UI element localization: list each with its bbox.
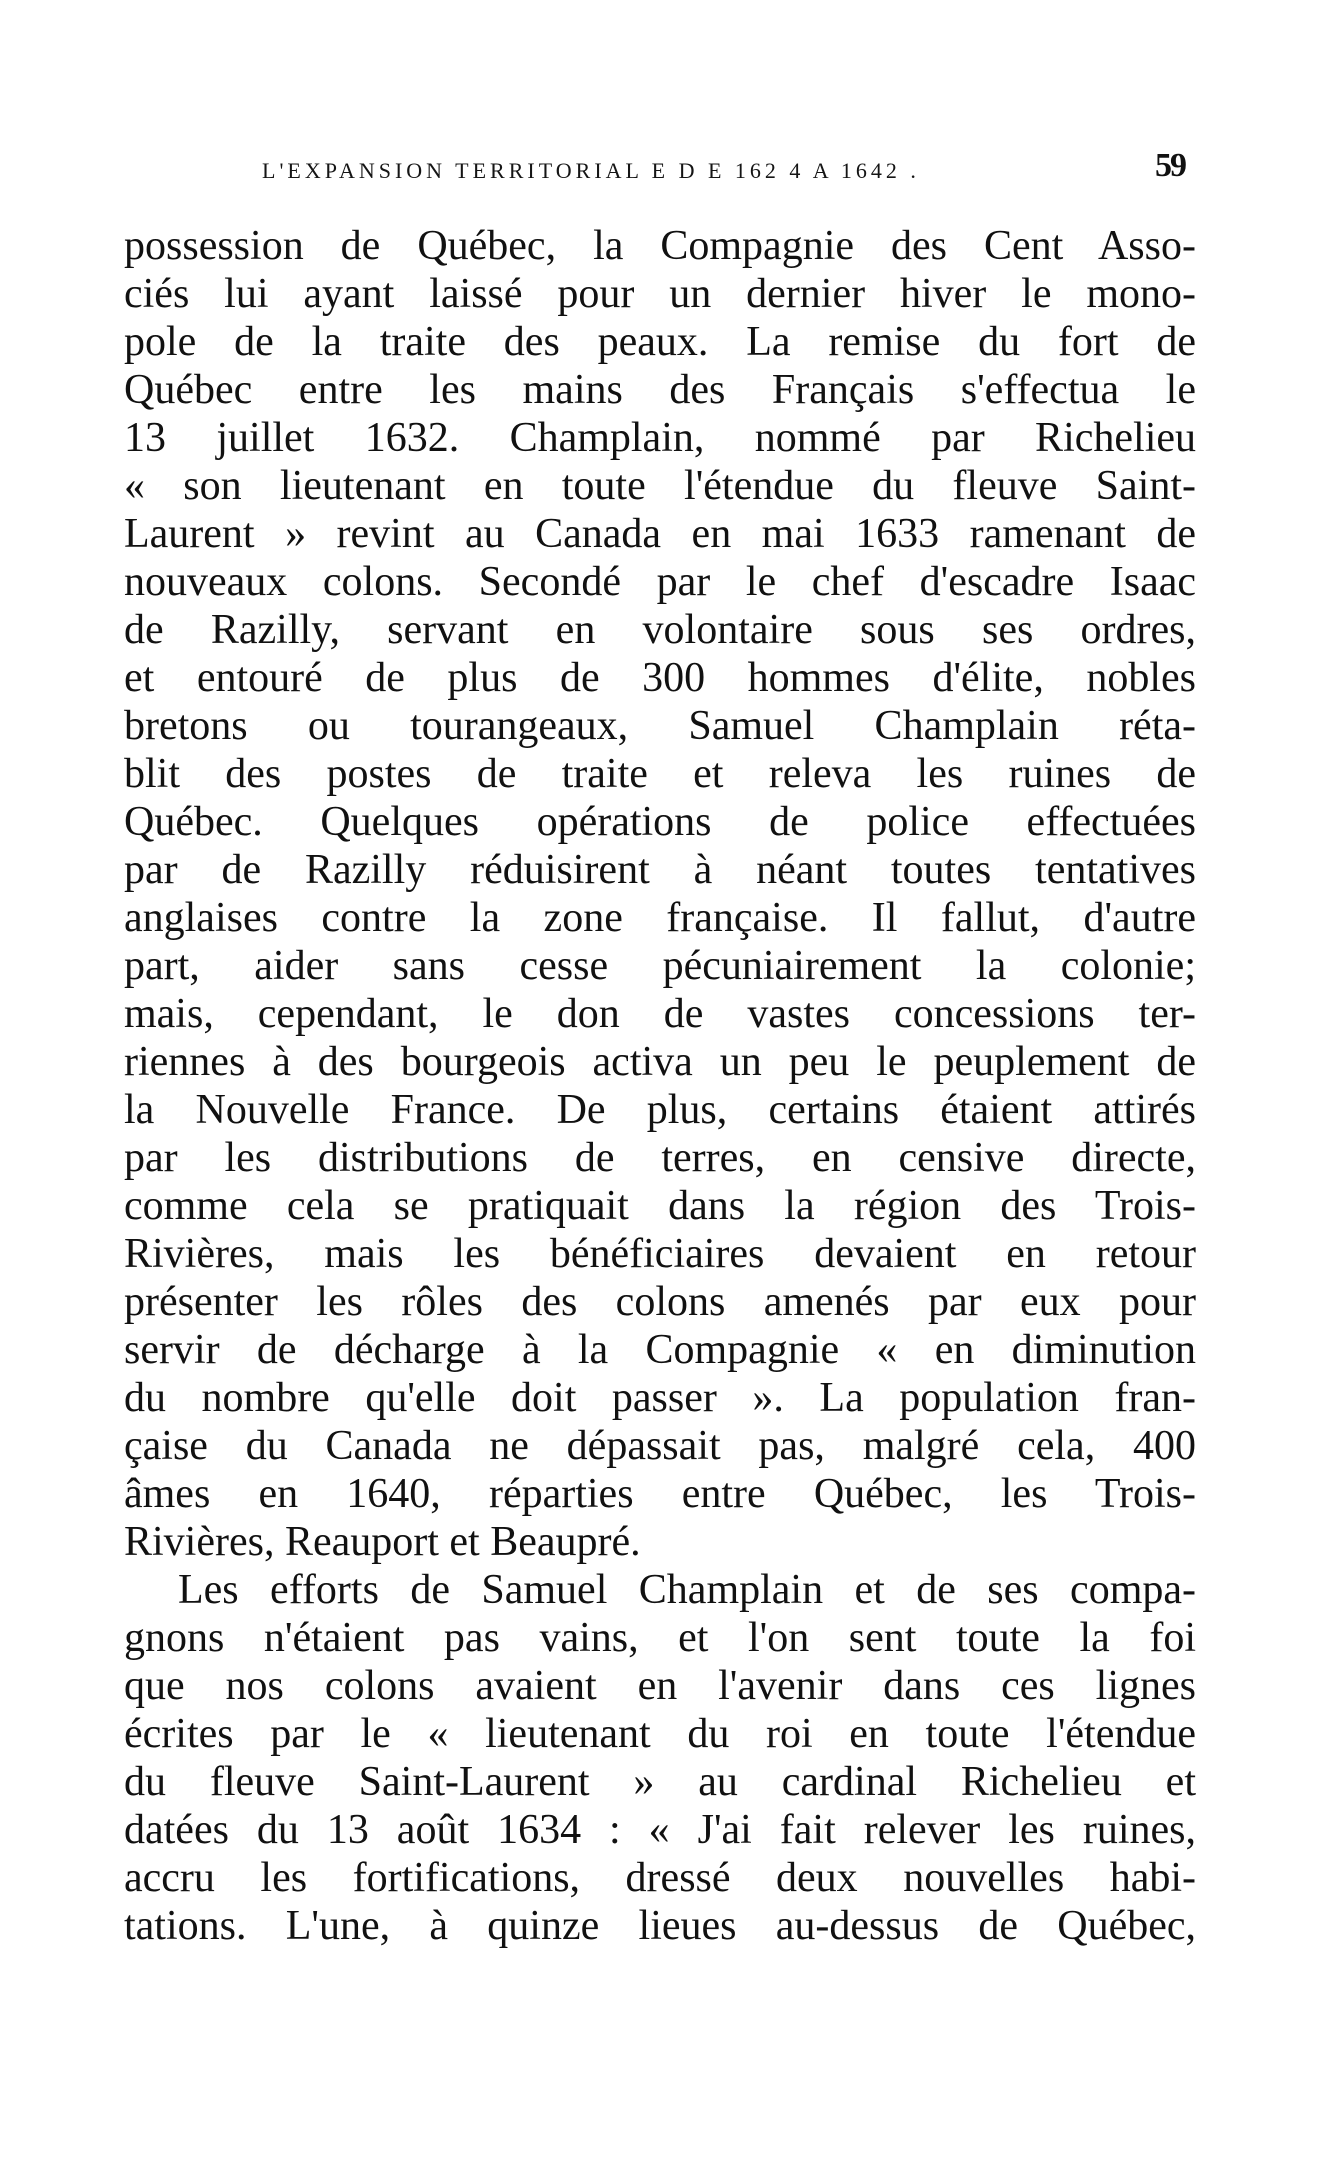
text-line: que nos colons avaient en l'avenir dans ces lignes	[124, 1663, 1196, 1709]
text-line: accru les fortifications, dressé deux nouvelles habi-	[124, 1855, 1196, 1901]
text-line: écrites par le « lieutenant du roi en toute l'étendue	[124, 1711, 1196, 1757]
text-line: servir de décharge à la Compagnie « en diminution	[124, 1327, 1196, 1373]
text-line: Rivières, Reauport et Beaupré.	[124, 1519, 641, 1565]
text-line: du nombre qu'elle doit passer ». La population fran-	[124, 1375, 1196, 1421]
text-line: gnons n'étaient pas vains, et l'on sent toute la foi	[124, 1615, 1196, 1661]
text-line: anglaises contre la zone française. Il fallut, d'autre	[124, 895, 1196, 941]
text-line: datées du 13 août 1634 : « J'ai fait relever les ruines,	[124, 1807, 1196, 1853]
text-line: riennes à des bourgeois activa un peu le peuplement de	[124, 1039, 1196, 1085]
body-text	[124, 222, 1196, 1950]
text-line: tations. L'une, à quinze lieues au-dessus de Québec,	[124, 1903, 1196, 1949]
text-line: de Razilly, servant en volontaire sous ses ordres,	[124, 607, 1196, 653]
text-line: par de Razilly réduisirent à néant toutes tentatives	[124, 847, 1196, 893]
text-line: comme cela se pratiquait dans la région des Trois-	[124, 1183, 1196, 1229]
paragraph-1	[124, 222, 1196, 1566]
text-line: Québec entre les mains des Français s'effectua le	[124, 367, 1196, 413]
text-line: la Nouvelle France. De plus, certains étaient attirés	[124, 1087, 1196, 1133]
paragraph-2	[124, 1566, 1196, 1950]
text-line: blit des postes de traite et releva les ruines de	[124, 751, 1196, 797]
text-line: mais, cependant, le don de vastes concessions ter-	[124, 991, 1196, 1037]
text-line: possession de Québec, la Compagnie des Cent Asso-	[124, 223, 1196, 269]
page-number: 59	[1155, 147, 1185, 184]
text-line: Québec. Quelques opérations de police effectuées	[124, 799, 1196, 845]
text-line: bretons ou tourangeaux, Samuel Champlain réta-	[124, 703, 1196, 749]
running-header: L'EXPANSION TERRITORIAL E D E 162 4 A 1642 .	[262, 158, 920, 183]
text-line: part, aider sans cesse pécuniairement la colonie;	[124, 943, 1196, 989]
text-line: âmes en 1640, réparties entre Québec, les Trois-	[124, 1471, 1196, 1517]
text-line: nouveaux colons. Secondé par le chef d'escadre Isaac	[124, 559, 1196, 605]
text-line: du fleuve Saint-Laurent » au cardinal Richelieu et	[124, 1759, 1196, 1805]
text-line: ciés lui ayant laissé pour un dernier hiver le mono-	[124, 271, 1196, 317]
text-line: « son lieutenant en toute l'étendue du fleuve Saint-	[124, 463, 1196, 509]
text-line: présenter les rôles des colons amenés par eux pour	[124, 1279, 1196, 1325]
text-line: Les efforts de Samuel Champlain et de ses compa-	[178, 1567, 1196, 1613]
text-line: par les distributions de terres, en censive directe,	[124, 1135, 1196, 1181]
text-line: Laurent » revint au Canada en mai 1633 ramenant de	[124, 511, 1196, 557]
text-line: et entouré de plus de 300 hommes d'élite, nobles	[124, 655, 1196, 701]
text-line: pole de la traite des peaux. La remise du fort de	[124, 319, 1196, 365]
text-line: çaise du Canada ne dépassait pas, malgré cela, 400	[124, 1423, 1196, 1469]
text-line: Rivières, mais les bénéficiaires devaient en retour	[124, 1231, 1196, 1277]
text-line: 13 juillet 1632. Champlain, nommé par Richelieu	[124, 415, 1196, 461]
